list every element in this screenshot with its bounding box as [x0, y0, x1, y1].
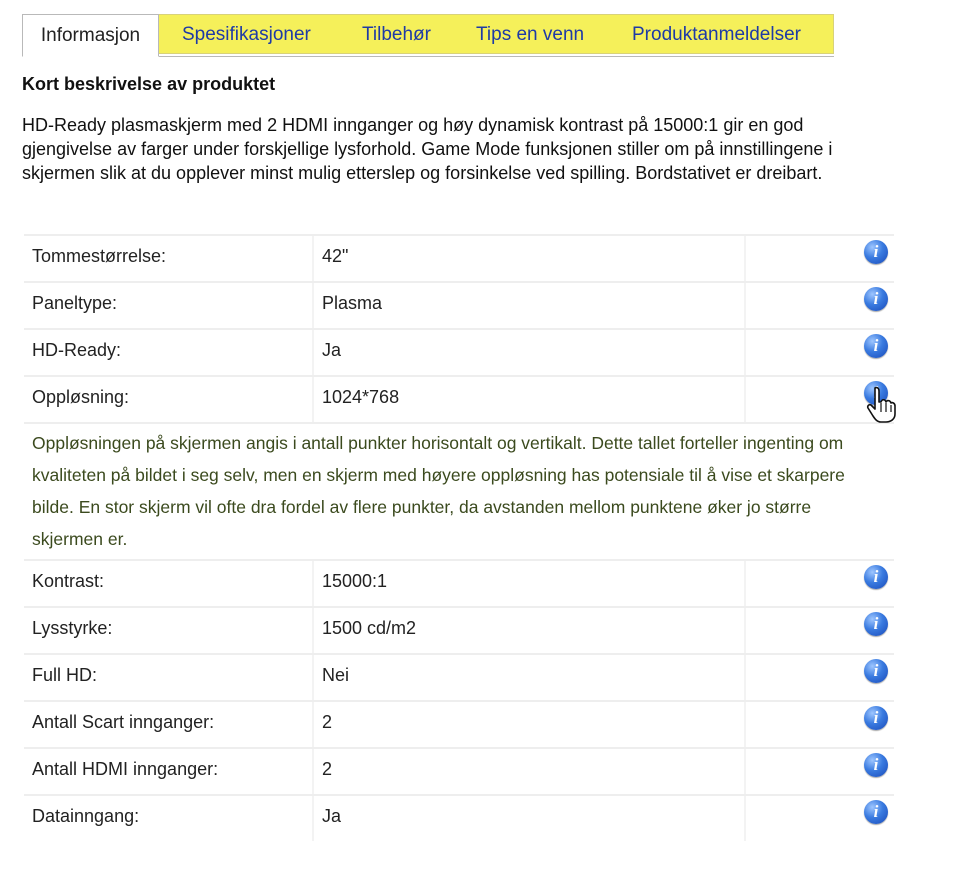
tab-tips-en-venn[interactable]: Tips en venn	[476, 24, 585, 45]
tab-produktanmeldelser[interactable]: Produktanmeldelser	[632, 24, 801, 45]
spec-label: Oppløsning:	[32, 387, 130, 407]
info-explanation-text: Oppløsningen på skjermen angis i antall punkter horisontalt og vertikalt. Dette tallet forteller ingenting om kvaliteten på bildet i seg selv, men en skjerm med høyere oppløsning has potensiale til å vise et skarpere bilde. En stor skjerm vil ofte dra fordel av flere punkter, da avstanden mellom punktene øker jo større skjermen er.	[32, 433, 845, 549]
spec-row	[24, 606, 894, 653]
section-heading: Kort beskrivelse av produktet	[22, 74, 276, 94]
spec-value: Ja	[322, 340, 342, 360]
spec-label: Full HD:	[32, 665, 98, 685]
spec-label: Paneltype:	[32, 293, 118, 313]
spec-label: Antall Scart innganger:	[32, 712, 215, 732]
info-icon[interactable]: i	[864, 659, 888, 683]
info-icon[interactable]: i	[864, 334, 888, 358]
info-icon[interactable]: i	[864, 240, 888, 264]
spec-table	[24, 234, 894, 841]
spec-row	[24, 281, 894, 328]
tab-bar	[22, 14, 834, 57]
spec-row	[24, 328, 894, 375]
spec-value: 1024*768	[322, 387, 400, 407]
spec-label: HD-Ready:	[32, 340, 122, 360]
spec-row	[24, 234, 894, 281]
spec-row	[24, 700, 894, 747]
info-icon[interactable]: i	[864, 753, 888, 777]
hand-pointer-cursor-icon	[866, 386, 896, 424]
tab-informasjon[interactable]: Informasjon	[22, 14, 159, 57]
spec-value: 15000:1	[322, 571, 388, 591]
spec-value: 1500 cd/m2	[322, 618, 417, 638]
spec-value: 2	[322, 759, 333, 779]
info-icon[interactable]: i	[864, 800, 888, 824]
spec-label: Datainngang:	[32, 806, 140, 826]
info-icon[interactable]: i	[864, 612, 888, 636]
info-icon[interactable]: i	[864, 287, 888, 311]
info-icon[interactable]: i	[864, 706, 888, 730]
spec-label: Lysstyrke:	[32, 618, 113, 638]
spec-row	[24, 653, 894, 700]
spec-value: Ja	[322, 806, 342, 826]
spec-row	[24, 747, 894, 794]
spec-row	[24, 794, 894, 841]
spec-row	[24, 559, 894, 606]
spec-label: Kontrast:	[32, 571, 105, 591]
spec-value: Plasma	[322, 293, 383, 313]
tab-spesifikasjoner[interactable]: Spesifikasjoner	[182, 24, 311, 45]
spec-value: 2	[322, 712, 333, 732]
spec-row	[24, 375, 894, 422]
spec-label: Tommestørrelse:	[32, 246, 167, 266]
spec-label: Antall HDMI innganger:	[32, 759, 219, 779]
product-description: HD-Ready plasmaskjerm med 2 HDMI innganger og høy dynamisk kontrast på 15000:1 gir en god gjengivelse av farger under forskjellige lysforhold. Game Mode funksjonen stiller om på innstillingene i skjermen slik at du opplever minst mulig etterslep og forsinkelse ved spilling. Bordstativet er dreibart.	[22, 115, 833, 183]
info-explanation	[24, 422, 894, 559]
spec-value: Nei	[322, 665, 350, 685]
spec-value: 42"	[322, 246, 349, 266]
info-icon[interactable]: i	[864, 565, 888, 589]
tab-tilbehor[interactable]: Tilbehør	[362, 24, 431, 45]
